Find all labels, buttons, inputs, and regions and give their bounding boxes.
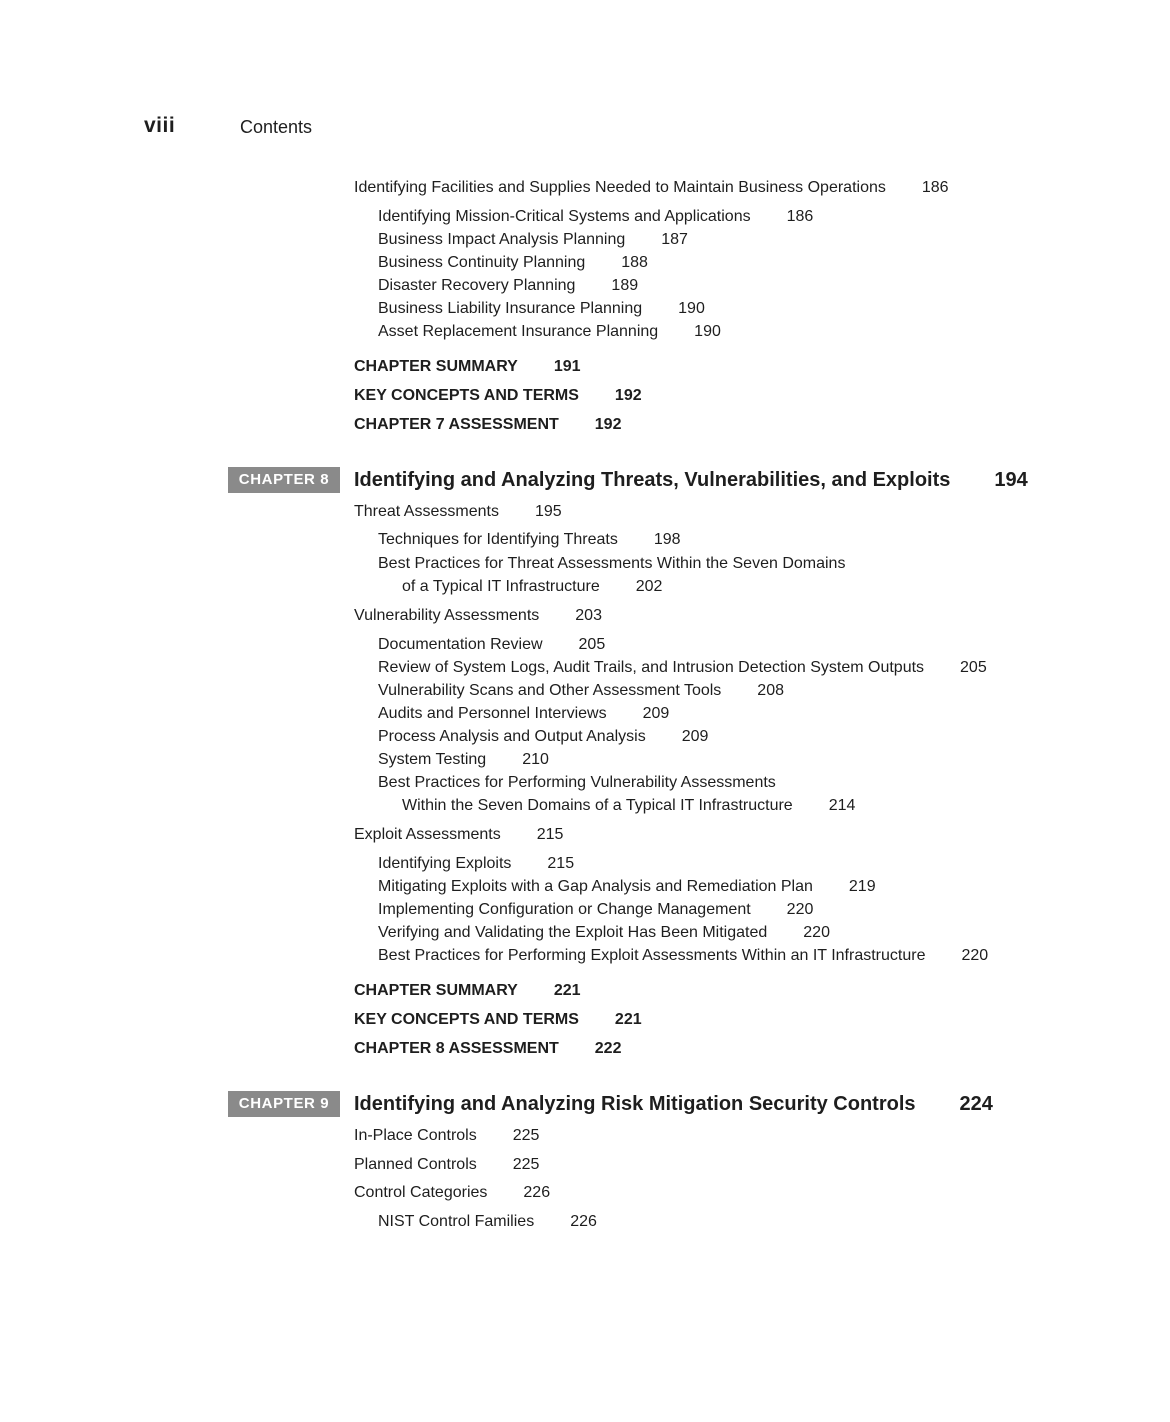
toc-subentry [378,1212,597,1232]
toc-entry-page: 198 [653,531,681,548]
chapter-summary-entry [354,357,581,377]
chapter-title-text: Identifying and Analyzing Risk Mitigation Security Controls [354,1093,916,1115]
toc-entry-page: 209 [642,705,670,722]
toc-subentry [378,276,638,296]
toc-entry-title: Business Continuity Planning [378,254,586,271]
toc-entry-page: 191 [553,358,581,375]
toc-entry-page: 225 [512,1127,540,1144]
toc-entry-page: 215 [547,855,575,872]
toc-subentry [378,299,705,319]
chapter-9-title [354,1091,993,1117]
key-concepts-entry [354,1010,642,1030]
toc-entry-page: 209 [681,728,709,745]
toc-entry-page: 189 [611,277,639,294]
toc-subentry [378,658,987,678]
toc-entry-title: Asset Replacement Insurance Planning [378,323,659,340]
toc-subentry [378,923,830,943]
toc-entry-page: 190 [694,323,721,340]
toc-entry-title: Business Impact Analysis Planning [378,231,626,248]
toc-entry-page: 188 [621,254,648,271]
toc-subentry-continuation [402,796,855,816]
toc-entry-title: Vulnerability Assessments [354,607,540,624]
chapter-9-label: CHAPTER 9 [228,1091,340,1117]
toc-subentry [378,322,721,342]
toc-entry-page: 187 [661,231,688,248]
toc-entry-title: Documentation Review [378,636,543,653]
toc-entry-title: Best Practices for Threat Assessments Within the Seven Domains [378,555,846,572]
toc-entry-page: 226 [570,1213,597,1230]
toc-subentry [378,253,648,273]
toc-entry-title: Business Liability Insurance Planning [378,300,643,317]
toc-entry-page: 225 [512,1156,540,1173]
toc-entry-title: CHAPTER 8 ASSESSMENT [354,1040,559,1057]
toc-subentry [378,635,605,655]
toc-entry-title: CHAPTER SUMMARY [354,358,518,375]
toc-entry-title: Audits and Personnel Interviews [378,705,607,722]
toc-entry-title: Best Practices for Performing Vulnerability Assessments [378,774,776,791]
toc-entry [354,1183,550,1203]
toc-entry-title: KEY CONCEPTS AND TERMS [354,387,579,404]
toc-entry-page: 186 [921,179,949,196]
toc-entry-title: of a Typical IT Infrastructure [402,578,600,595]
toc-entry-page: 202 [635,578,663,595]
key-concepts-entry [354,386,642,406]
toc-entry-title: Planned Controls [354,1156,477,1173]
chapter-8-title [354,467,1028,493]
chapter-title-page: 224 [959,1093,993,1115]
toc-entry-title: Process Analysis and Output Analysis [378,728,646,745]
toc-entry [354,825,563,845]
toc-subentry [378,854,574,874]
toc-entry-title: Mitigating Exploits with a Gap Analysis and Remediation Plan [378,878,813,895]
toc-entry-page: 208 [757,682,784,699]
toc-entry-title: CHAPTER 7 ASSESSMENT [354,416,559,433]
toc-subentry [378,900,813,920]
toc-entry-page: 190 [678,300,705,317]
toc-entry-title: Exploit Assessments [354,826,501,843]
chapter-8-label: CHAPTER 8 [228,467,340,493]
toc-entry-page: 195 [534,503,562,520]
running-head: Contents [240,117,313,137]
toc-entry-title: Identifying Exploits [378,855,512,872]
toc-entry-page: 210 [522,751,549,768]
toc-entry-title: Threat Assessments [354,503,499,520]
toc-entry-page: 205 [578,636,606,653]
toc-entry-title: System Testing [378,751,487,768]
toc-entry [354,502,562,522]
toc-entry-page: 226 [523,1184,551,1201]
toc-entry [354,1126,539,1146]
toc-entry-page: 192 [614,387,642,404]
toc-entry-title: Best Practices for Performing Exploit Assessments Within an IT Infrastructure [378,947,926,964]
toc-entry-page: 192 [594,416,622,433]
toc-entry-page: 221 [553,982,581,999]
toc-entry-title: Identifying Facilities and Supplies Needed to Maintain Business Operations [354,179,886,196]
toc-subentry-continuation [402,577,662,597]
toc-entry-title: Verifying and Validating the Exploit Has Been Mitigated [378,924,768,941]
page-number: viii [144,114,176,137]
toc-entry-page: 220 [803,924,830,941]
toc-subentry [378,727,708,747]
toc-subentry [378,877,876,897]
toc-entry-page: 219 [848,878,876,895]
chapter-title-page: 194 [994,469,1028,491]
toc-subentry [378,207,813,227]
chapter-assessment-entry [354,1039,621,1059]
toc-subentry [378,681,784,701]
toc-entry-title: KEY CONCEPTS AND TERMS [354,1011,579,1028]
toc-entry-page: 214 [828,797,856,814]
chapter-title-text: Identifying and Analyzing Threats, Vulnerabilities, and Exploits [354,469,951,491]
toc-entry-page: 186 [786,208,814,225]
toc-entry-title: In-Place Controls [354,1127,477,1144]
toc-subentry [378,946,988,966]
toc-entry-page: 205 [960,659,987,676]
toc-entry-page: 220 [786,901,814,918]
toc-entry-title: Control Categories [354,1184,488,1201]
toc-entry-title: Review of System Logs, Audit Trails, and Intrusion Detection System Outputs [378,659,925,676]
chapter-summary-entry [354,981,581,1001]
toc-entry-title: Vulnerability Scans and Other Assessment Tools [378,682,722,699]
toc-subentry [378,554,845,574]
toc-subentry [378,750,549,770]
toc-subentry [378,530,681,550]
toc-subentry [378,773,776,793]
toc-entry-title: Within the Seven Domains of a Typical IT Infrastructure [402,797,793,814]
toc-entry-page: 221 [614,1011,642,1028]
toc-entry [354,178,949,198]
toc-entry-page: 222 [594,1040,622,1057]
toc-entry-title: Implementing Configuration or Change Management [378,901,751,918]
toc-entry [354,606,602,626]
toc-entry [354,1155,539,1175]
toc-subentry [378,230,688,250]
toc-entry-title: Techniques for Identifying Threats [378,531,618,548]
toc-entry-title: Disaster Recovery Planning [378,277,576,294]
toc-entry-title: NIST Control Families [378,1213,535,1230]
toc-entry-page: 220 [961,947,989,964]
chapter-assessment-entry [354,415,621,435]
toc-entry-title: CHAPTER SUMMARY [354,982,518,999]
toc-entry-page: 203 [575,607,602,624]
toc-entry-page: 215 [536,826,564,843]
toc-entry-title: Identifying Mission-Critical Systems and Applications [378,208,751,225]
toc-subentry [378,704,669,724]
